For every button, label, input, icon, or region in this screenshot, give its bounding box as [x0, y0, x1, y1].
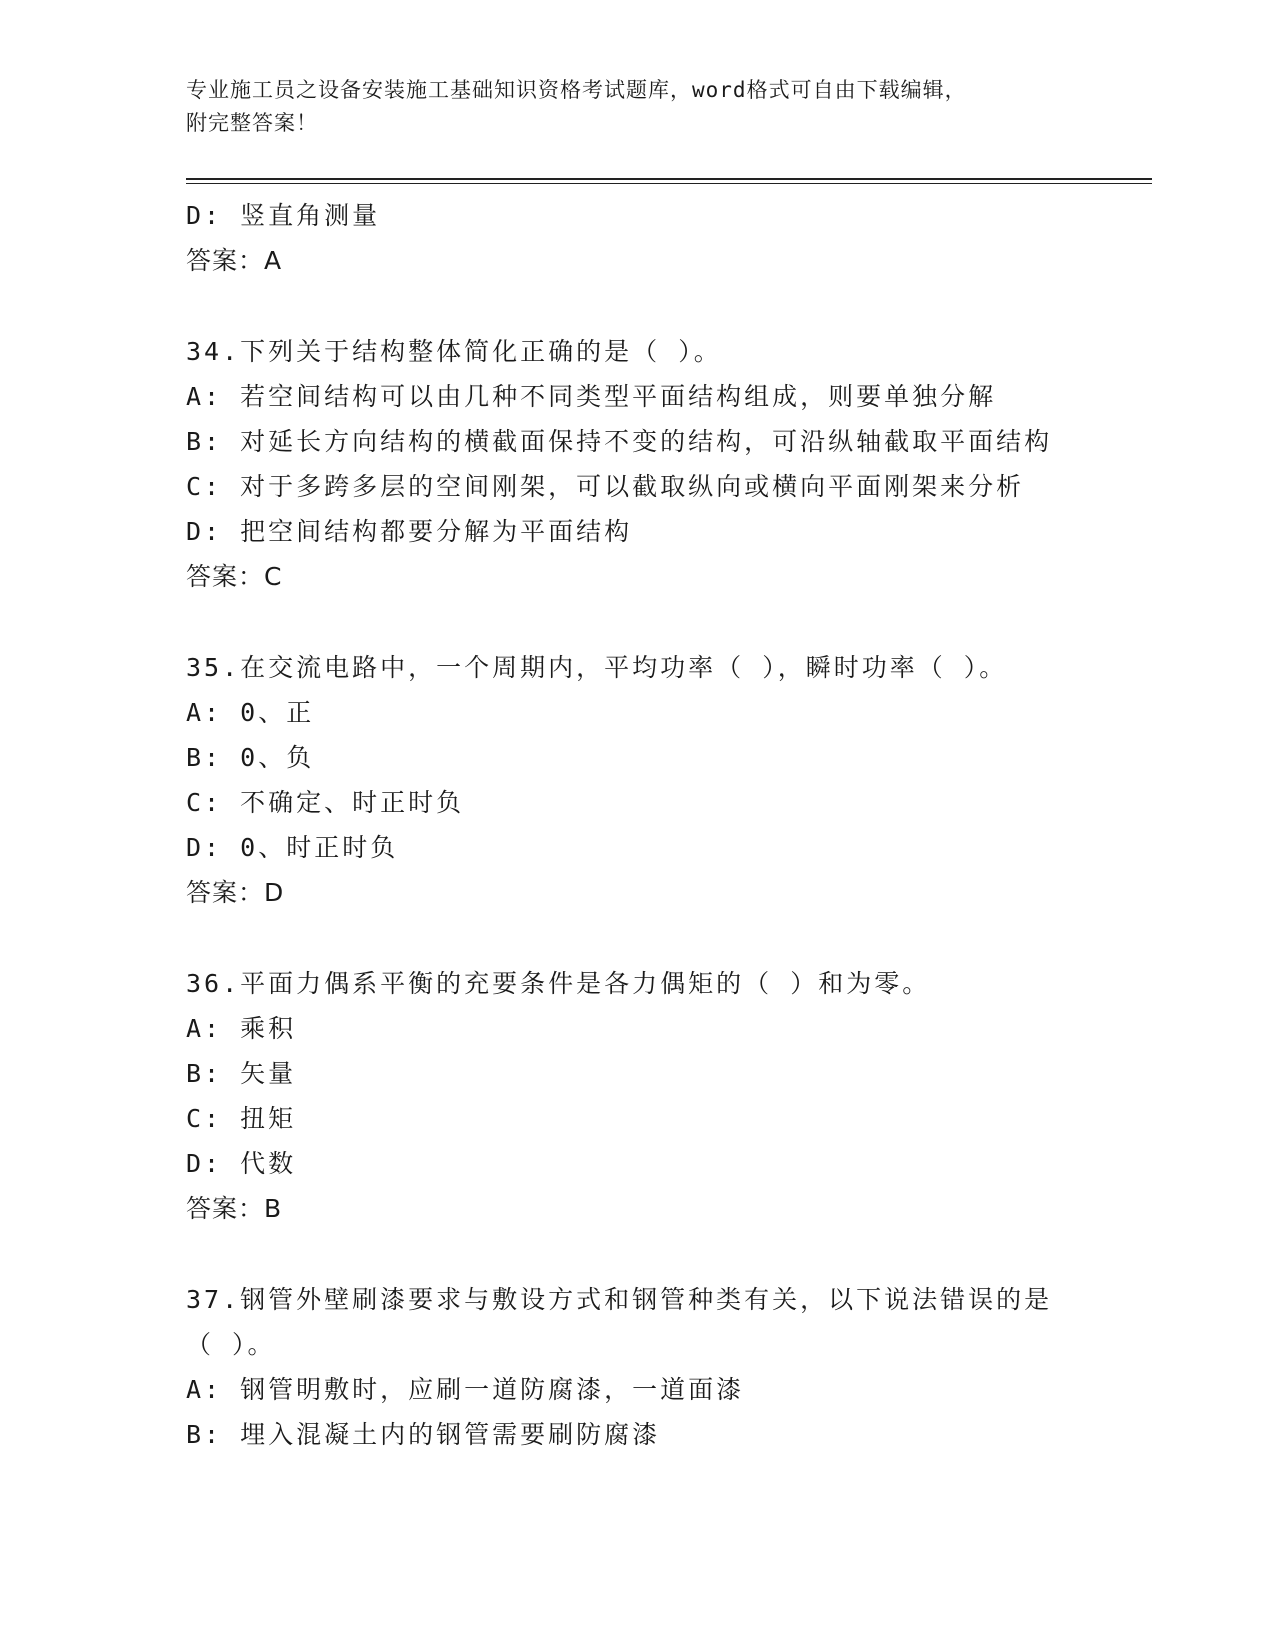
option-b: B: 0、负 — [186, 743, 315, 772]
option-d: D: 0、时正时负 — [186, 833, 399, 862]
question-stem: 35.在交流电路中，一个周期内，平均功率（ ），瞬时功率（ ）。 — [186, 653, 1008, 682]
question-list — [186, 193, 1152, 1457]
header-rule-thick — [186, 178, 1152, 180]
option-c: C: 扭矩 — [186, 1104, 297, 1133]
document-header — [186, 74, 1086, 140]
option-b: B: 对延长方向结构的横截面保持不变的结构，可沿纵轴截取平面结构 — [186, 427, 1053, 456]
header-line-2: 附完整答案！ — [186, 111, 318, 135]
answer-value: D — [264, 878, 285, 907]
question-33-tail — [186, 193, 1152, 283]
header-rule-thin — [186, 183, 1152, 184]
option-c: C: 对于多跨多层的空间刚架，可以截取纵向或横向平面刚架来分析 — [186, 472, 1025, 501]
answer-label: 答案： — [186, 878, 265, 907]
question-35 — [186, 645, 1152, 915]
option-b: B: 矢量 — [186, 1059, 297, 1088]
answer-value: C — [264, 562, 283, 591]
question-34 — [186, 329, 1152, 599]
answer-line — [186, 870, 1152, 915]
option-b: B: 埋入混凝土内的钢管需要刷防腐漆 — [186, 1420, 661, 1449]
option-c: C: 不确定、时正时负 — [186, 788, 465, 817]
answer-line — [186, 554, 1152, 599]
option-d: D: 竖直角测量 — [186, 201, 381, 230]
answer-line — [186, 1186, 1152, 1231]
option-a: A: 若空间结构可以由几种不同类型平面结构组成，则要单独分解 — [186, 382, 997, 411]
question-stem-continued: （ ）。 — [186, 1330, 276, 1359]
question-stem: 34.下列关于结构整体简化正确的是（ ）。 — [186, 337, 722, 366]
answer-label: 答案： — [186, 562, 265, 591]
option-d: D: 把空间结构都要分解为平面结构 — [186, 517, 633, 546]
answer-line — [186, 238, 1152, 283]
question-stem: 37.钢管外壁刷漆要求与敷设方式和钢管种类有关，以下说法错误的是 — [186, 1285, 1053, 1314]
question-36 — [186, 961, 1152, 1231]
answer-label: 答案： — [186, 246, 265, 275]
header-line-1: 专业施工员之设备安装施工基础知识资格考试题库，word格式可自由下载编辑， — [186, 78, 967, 102]
option-a: A: 乘积 — [186, 1014, 297, 1043]
option-d: D: 代数 — [186, 1149, 297, 1178]
answer-value: A — [264, 246, 283, 275]
option-a: A: 0、正 — [186, 698, 315, 727]
answer-value: B — [264, 1194, 283, 1223]
question-37 — [186, 1277, 1152, 1457]
answer-label: 答案： — [186, 1194, 265, 1223]
question-stem: 36.平面力偶系平衡的充要条件是各力偶矩的（ ）和为零。 — [186, 969, 931, 998]
option-a: A: 钢管明敷时，应刷一道防腐漆，一道面漆 — [186, 1375, 745, 1404]
